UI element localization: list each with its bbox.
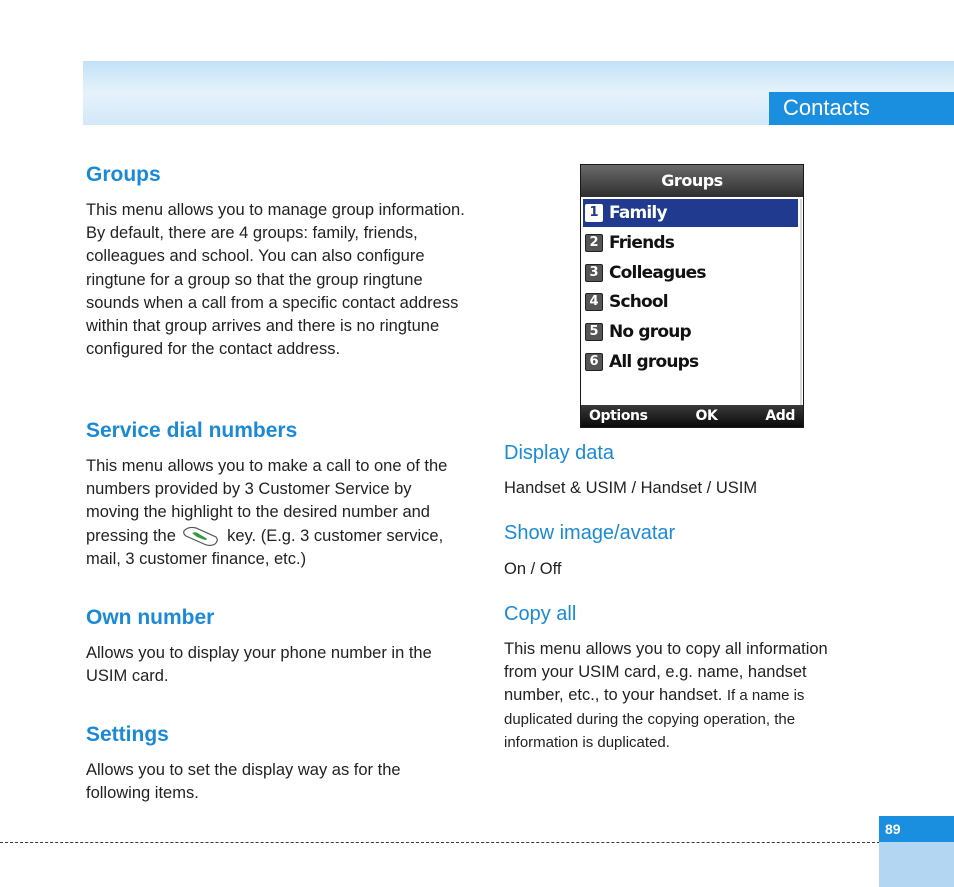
groups-text: This menu allows you to manage group information. By default, there are 4 groups: family, friends, colleagues and school. You can also configure ringtune for a group so that the group ringtune sounds when a call from a specific contact address within that group arrives and there is no ringtune configured for the contact address. bbox=[86, 201, 465, 359]
copy-all-text-main: This menu allows you to copy all information from your USIM card, e.g. name, handset number, etc., to your handset. bbox=[504, 640, 828, 705]
phone-screen bbox=[580, 164, 804, 428]
phone-item-label: Family bbox=[609, 203, 667, 223]
show-avatar-text: On / Off bbox=[504, 560, 562, 578]
phone-item-label: Colleagues bbox=[609, 262, 706, 283]
own-number-heading: Own number bbox=[86, 606, 215, 629]
softkey-add[interactable]: Add bbox=[765, 408, 795, 424]
display-data-heading: Display data bbox=[504, 442, 615, 464]
phone-item-label: All groups bbox=[609, 351, 699, 372]
copy-all-text bbox=[504, 638, 859, 754]
footer-divider bbox=[0, 842, 880, 843]
number-badge-icon: 4 bbox=[585, 293, 603, 311]
section-title: Contacts bbox=[769, 92, 954, 125]
phone-list-item[interactable] bbox=[583, 288, 798, 316]
phone-list-item[interactable] bbox=[583, 348, 798, 376]
number-badge-icon: 6 bbox=[585, 353, 603, 371]
phone-softkey-bar bbox=[581, 405, 803, 427]
phone-title: Groups bbox=[581, 165, 803, 197]
service-dial-text bbox=[86, 455, 456, 571]
phone-item-label: School bbox=[609, 292, 668, 313]
settings-text: Allows you to set the display way as for the following items. bbox=[86, 761, 401, 803]
display-data-text: Handset & USIM / Handset / USIM bbox=[504, 479, 758, 497]
groups-heading: Groups bbox=[86, 163, 161, 186]
phone-item-label: Friends bbox=[609, 232, 675, 253]
copy-all-text-note: If a name is duplicated during the copying operation, the information is duplicated. bbox=[504, 687, 805, 751]
phone-list-item[interactable] bbox=[583, 318, 798, 346]
phone-scrollbar[interactable] bbox=[800, 199, 802, 405]
send-key-icon bbox=[182, 525, 220, 547]
own-number-text: Allows you to display your phone number in the USIM card. bbox=[86, 644, 432, 686]
number-badge-icon: 1 bbox=[585, 204, 603, 222]
settings-heading: Settings bbox=[86, 723, 169, 746]
show-avatar-heading: Show image/avatar bbox=[504, 522, 676, 544]
softkey-options[interactable]: Options bbox=[589, 408, 648, 424]
service-dial-text-after: key. (E.g. 3 customer service, mail, 3 customer finance, etc.) bbox=[86, 526, 444, 568]
service-dial-heading: Service dial numbers bbox=[86, 419, 298, 442]
phone-list-item[interactable] bbox=[583, 259, 798, 287]
phone-item-label: No group bbox=[609, 322, 691, 343]
softkey-ok[interactable]: OK bbox=[695, 408, 718, 424]
copy-all-heading: Copy all bbox=[504, 603, 577, 625]
number-badge-icon: 3 bbox=[585, 264, 603, 282]
number-badge-icon: 5 bbox=[585, 323, 603, 341]
service-dial-text-before: This menu allows you to make a call to one of the numbers provided by 3 Customer Service by moving the highlight to the desired number and pressing the bbox=[86, 457, 448, 545]
phone-list-item[interactable] bbox=[583, 199, 798, 227]
phone-list-item[interactable] bbox=[583, 229, 798, 257]
page-number: 89 bbox=[879, 816, 954, 842]
phone-group-list bbox=[581, 197, 803, 376]
number-badge-icon: 2 bbox=[585, 234, 603, 252]
